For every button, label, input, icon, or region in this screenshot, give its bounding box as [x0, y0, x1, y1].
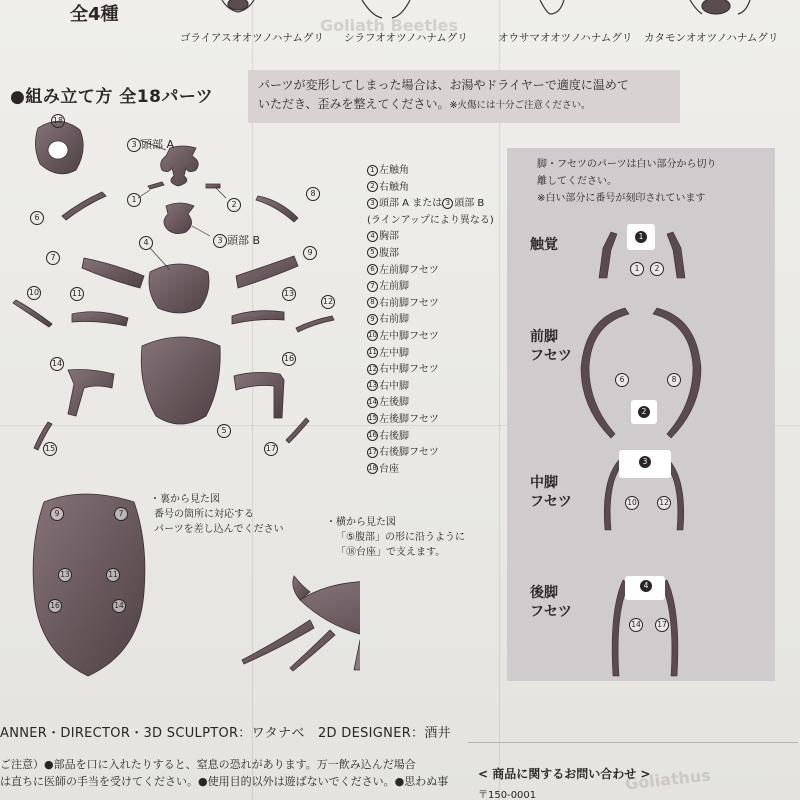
leg-part — [236, 256, 298, 288]
parts-list-note: (ラインアップにより異なる) — [367, 214, 494, 226]
callout-18: 18 — [51, 114, 65, 128]
tarsus-part — [62, 192, 106, 220]
back-marker-14: 14 — [112, 599, 126, 613]
parts-list-item: 1 左触角 — [367, 163, 494, 180]
runner-number-1: 1 — [635, 231, 647, 243]
callout-6: 6 — [30, 211, 44, 225]
parts-list-item: 11 左中脚 — [368, 347, 409, 359]
parts-list-item: 7 左前脚 — [367, 279, 494, 296]
callout-2: 2 — [227, 198, 241, 212]
callout-7: 7 — [46, 251, 60, 265]
variant-name: カタモンオオツノハナムグリ — [644, 32, 779, 44]
callout-16: 16 — [282, 352, 296, 366]
callout-head-a: 3 頭部 A — [127, 136, 174, 152]
label-2: 2 — [650, 262, 664, 276]
parts-list-item: 4 胸部 — [367, 229, 494, 246]
tarsus-part — [256, 196, 298, 222]
back-marker-11: 11 — [106, 568, 120, 582]
parts-list-item: 18 台座 — [368, 463, 399, 475]
head-b-part — [164, 203, 194, 234]
parts-list-item: 12 右中脚フセツ — [368, 364, 439, 376]
parts-list-item: 5 腹部 — [367, 246, 494, 263]
antenna-part — [148, 182, 164, 189]
safety-warning: ご注意）●部品を口に入れたりすると、窒息の恐れがあります。万一飲み込んだ場合 は直ちに医師の手当を受けてください。●使用目的以外は遊ばないでください。●思わぬ事 — [0, 758, 449, 788]
leg-part — [72, 312, 128, 326]
parts-list-item: 8 右前脚フセツ — [367, 296, 494, 313]
callout-8: 8 — [306, 187, 320, 201]
section-label-front-tarsus: 前脚 フセツ — [530, 329, 572, 364]
callout-13: 13 — [282, 287, 296, 301]
back-marker-16: 16 — [48, 599, 62, 613]
section-label-hind-tarsus: 後脚 フセツ — [530, 585, 572, 620]
tarsus-part — [296, 316, 334, 332]
thorax-part — [149, 264, 209, 313]
parts-list-item: 13 右中脚 — [368, 380, 409, 392]
variant-name: シラフオオツノハナムグリ — [344, 32, 468, 44]
parts-list-item: 15 左後脚フセツ — [368, 413, 439, 425]
runner-number-2: 2 — [638, 406, 650, 418]
runner-number-3: 3 — [639, 456, 651, 468]
assembly-title: ●組み立て方 全18パーツ — [10, 87, 214, 107]
burn-warning: ※火傷には十分ご注意ください。 — [449, 100, 591, 111]
label-12: 12 — [657, 496, 671, 510]
callout-17: 17 — [264, 442, 278, 456]
back-marker-9: 9 — [50, 507, 64, 521]
callout-12: 12 — [321, 295, 335, 309]
label-17: 17 — [655, 618, 669, 632]
tarsus-guide-panel — [507, 148, 775, 681]
parts-list-item: 9 右前脚 — [367, 312, 494, 329]
variant-name: オウサマオオツノハナムグリ — [498, 32, 633, 44]
callout-11: 11 — [70, 287, 84, 301]
parts-list-item: 6 左前脚フセツ — [367, 263, 494, 280]
callout-9: 9 — [303, 246, 317, 260]
parts-list — [367, 163, 494, 478]
credits: ANNER・DIRECTOR・3D SCULPTOR：ワタナベ 2D DESIGNER：酒井 — [0, 726, 451, 741]
parts-list-item: 10 左中脚フセツ — [368, 330, 439, 342]
parts-list-item: 2 右触角 — [367, 180, 494, 197]
back-view-note: ・裏から見た図 番号の箇所に対応する パーツを差し込んでください — [150, 494, 284, 535]
label-6: 6 — [615, 373, 629, 387]
leg-part — [82, 258, 144, 288]
tarsus-part — [13, 300, 52, 327]
contact-title: < 商品に関するお問い合わせ > — [478, 767, 651, 781]
callout-head-b: 3 頭部 B — [213, 232, 260, 248]
postal-code: 〒150-0001 — [478, 790, 537, 800]
parts-list-item: 16 右後脚 — [368, 430, 409, 442]
abdomen-part — [141, 337, 220, 424]
parts-list-item: 17 右後脚フセツ — [368, 447, 439, 459]
back-view-body — [33, 494, 145, 676]
leg-part — [68, 370, 114, 417]
side-view-note: ・横から見た図 「⑤腹部」の形に沿うように 「⑱台座」で支えます。 — [326, 517, 465, 558]
callout-4: 4 — [139, 236, 153, 250]
callout-14: 14 — [50, 357, 64, 371]
parts-list-item: 3 頭部 A または 3 頭部 B — [367, 196, 494, 213]
back-marker-13: 13 — [58, 568, 72, 582]
variant-beetle-images — [0, 0, 800, 30]
label-10: 10 — [625, 496, 639, 510]
label-14: 14 — [629, 618, 643, 632]
label-1: 1 — [630, 262, 644, 276]
back-marker-7: 7 — [114, 507, 128, 521]
runner-number-4: 4 — [640, 580, 652, 592]
variant-names — [180, 30, 780, 50]
leg-part — [234, 372, 284, 418]
show-through-text: Goliathus — [624, 765, 712, 794]
label-8: 8 — [667, 373, 681, 387]
callout-1: 1 — [127, 193, 141, 207]
notice-line: パーツが変形してしまった場合は、お湯やドライヤーで適度に温めて — [258, 78, 629, 92]
show-through-text: Goliath Beetles — [320, 16, 458, 35]
head-a-part — [161, 146, 199, 186]
section-label-antenna: 触覚 — [530, 237, 558, 253]
section-label-middle-tarsus: 中脚 フセツ — [530, 475, 572, 510]
leg-part — [232, 311, 284, 324]
variant-name: ゴライアスオオツノハナムグリ — [180, 32, 324, 44]
callout-10: 10 — [27, 286, 41, 300]
side-view-base — [354, 640, 360, 670]
callout-5: 5 — [217, 424, 231, 438]
tarsus-guide-note: 脚・フセツのパーツは白い部分から切り 離してください。 ※白い部分に番号が刻印されています — [537, 159, 717, 204]
variant-count: 全4種 — [70, 4, 119, 25]
parts-list-item: 14 左後脚 — [368, 397, 409, 409]
notice-line: いただき、歪みを整えてください。 — [258, 97, 450, 111]
antenna-part — [206, 184, 220, 188]
callout-15: 15 — [43, 442, 57, 456]
tarsus-part — [286, 418, 309, 443]
